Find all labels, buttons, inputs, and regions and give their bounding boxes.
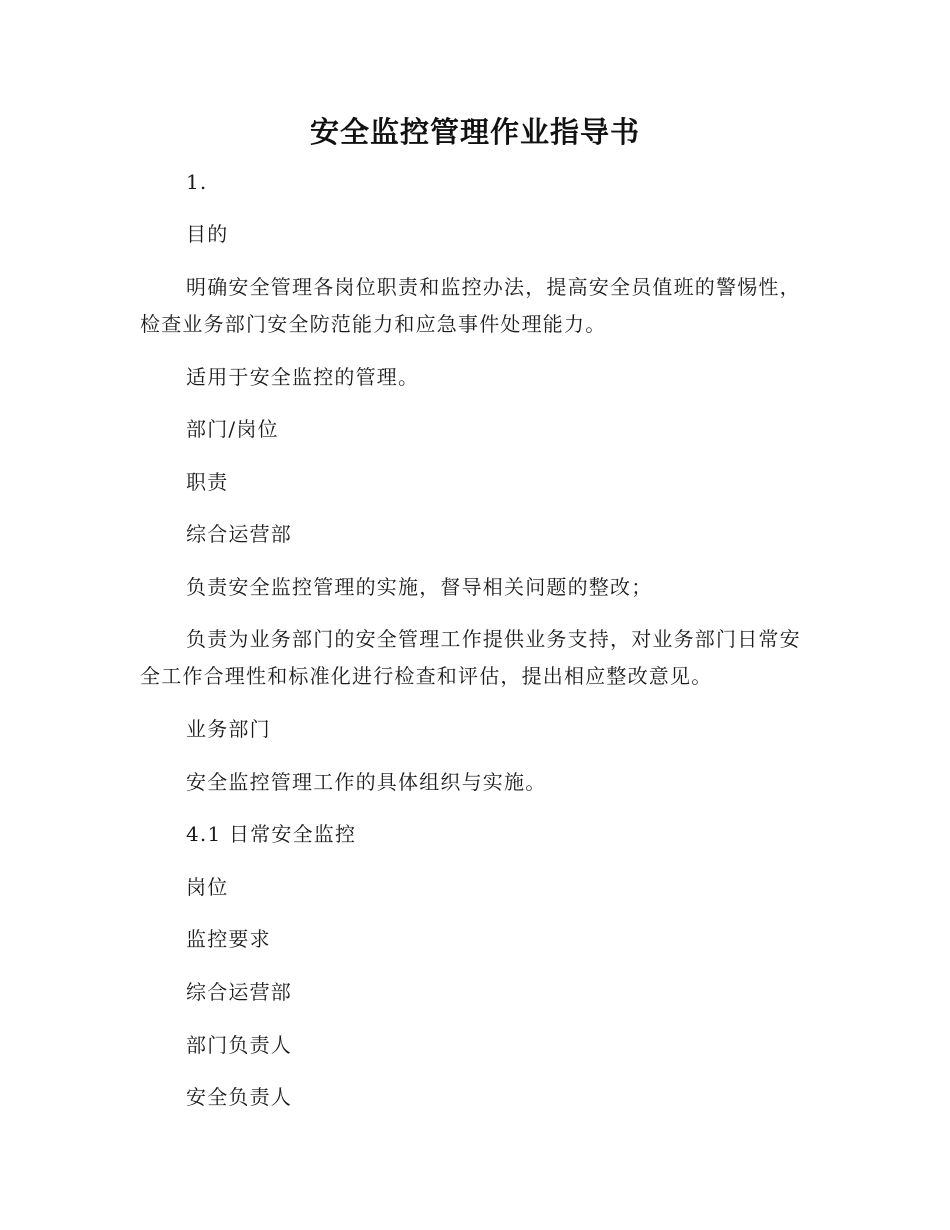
paragraph: 部门负责人: [186, 1033, 292, 1057]
paragraph: 安全负责人: [186, 1085, 292, 1109]
paragraph: 1.: [186, 170, 208, 194]
paragraph: 监控要求: [186, 927, 271, 951]
paragraph: 明确安全管理各岗位职责和监控办法，提高安全员值班的警惕性，检查业务部门安全防范能力和应急事件处理能力。: [140, 275, 801, 336]
paragraph: 综合运营部: [186, 980, 292, 1004]
paragraph: 业务部门: [186, 717, 271, 741]
paragraph: 综合运营部: [186, 522, 292, 546]
paragraph: 适用于安全监控的管理。: [186, 365, 420, 389]
paragraph: 负责为业务部门的安全管理工作提供业务支持，对业务部门日常安全工作合理性和标准化进行检查和评估，提出相应整改意见。: [140, 627, 801, 688]
paragraph: 职责: [186, 470, 229, 494]
paragraph: 部门/岗位: [186, 417, 279, 441]
paragraph: 目的: [186, 222, 229, 246]
document-title: 安全监控管理作业指导书: [309, 115, 640, 149]
paragraph: 岗位: [186, 875, 229, 899]
paragraph: 4.1 日常安全监控: [186, 822, 357, 846]
paragraph: 负责安全监控管理的实施，督导相关问题的整改；: [186, 575, 653, 599]
paragraph: 安全监控管理工作的具体组织与实施。: [186, 770, 547, 794]
